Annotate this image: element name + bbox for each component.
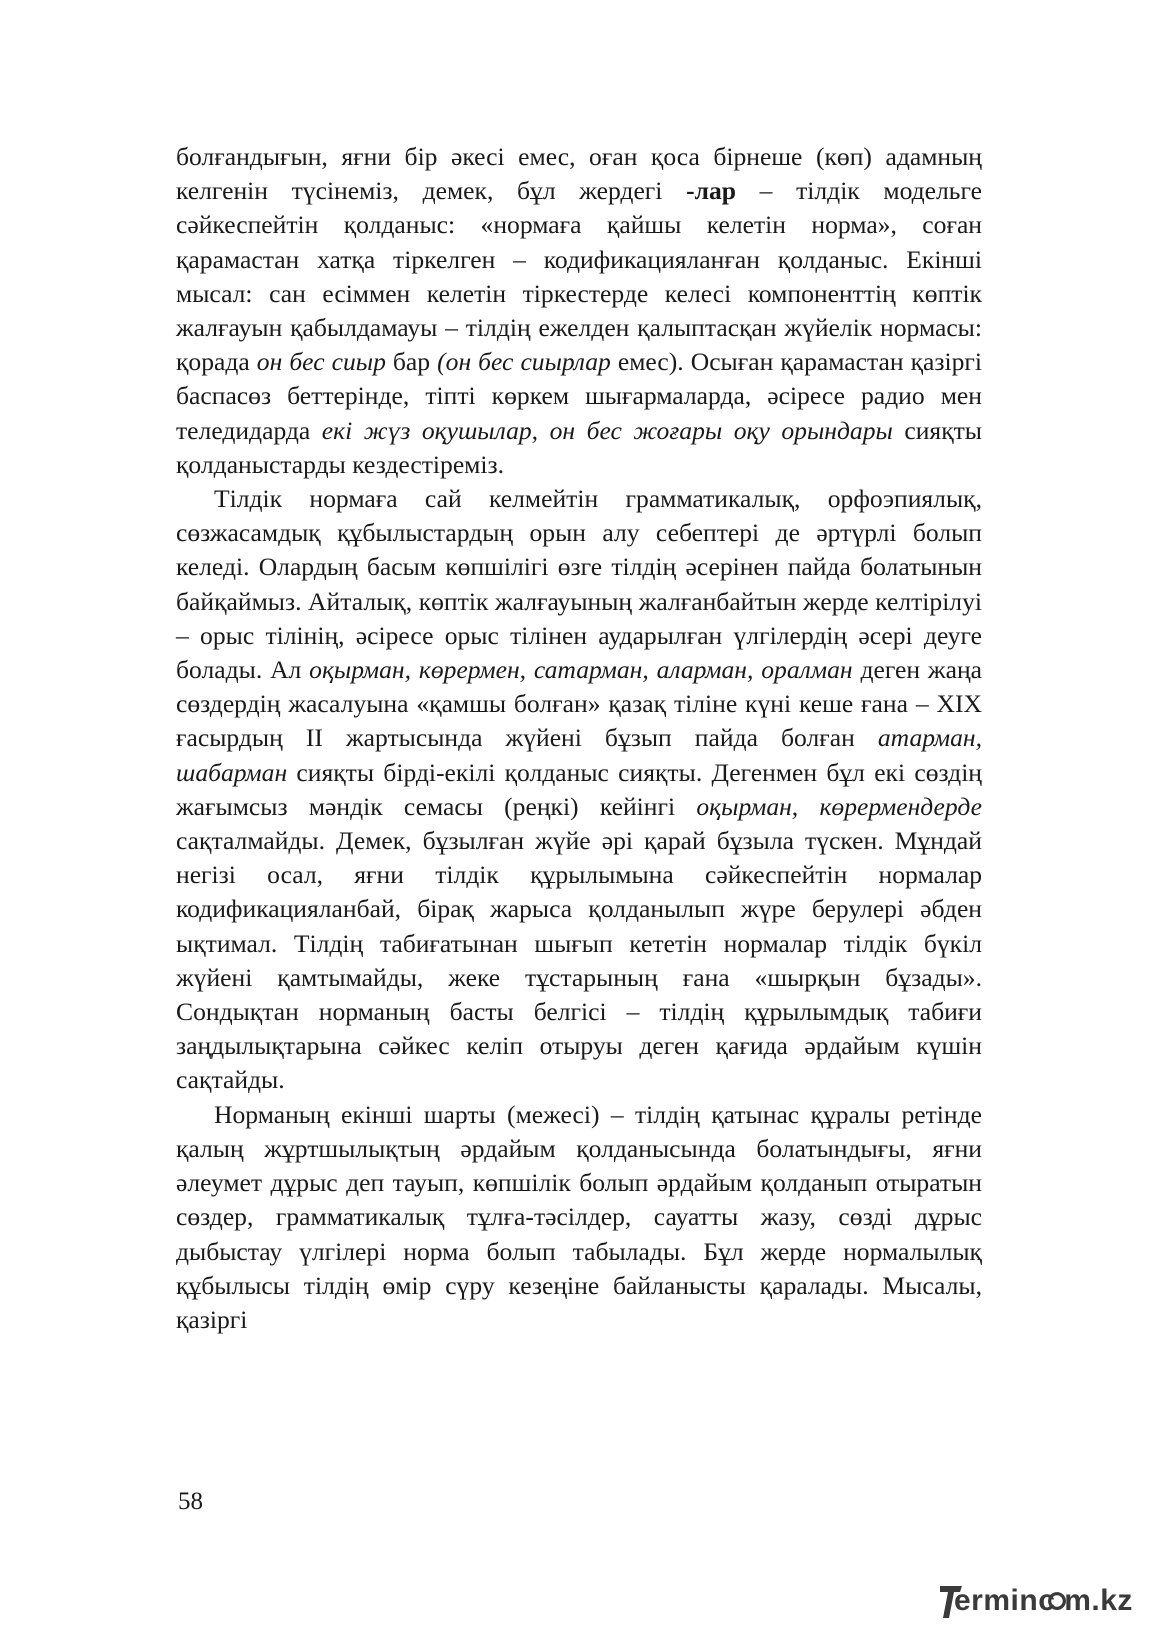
terminkom-logo — [940, 1580, 1140, 1624]
page-number: 58 — [178, 1488, 203, 1515]
paragraph — [176, 1098, 982, 1337]
italic-example: он бес сиыр — [256, 347, 386, 377]
italic-example: (он бес сиырлар — [437, 347, 611, 377]
logo-text: erminc m.kz — [954, 1584, 1133, 1617]
body-text — [176, 140, 982, 1337]
text-run: сияқты бірді-екілі қолданыс сияқты. Дегенмен бұл екі сөздің жағымсыз мәндік семасы (реңкі) кейінгі — [176, 757, 982, 821]
italic-example: оқырман, көрермен, сатарман, аларман, оралман — [309, 655, 853, 685]
italic-example: оқырман, көрермендерде — [696, 791, 982, 821]
text-run: емес). Осыған қарамастан қазіргі баспасөз беттерінде, тіпті көркем шығармаларда, әсіресе радио мен теледидарда — [176, 347, 983, 445]
text-run: – тілдік модельге сәйкеспейтін қолданыс: «нормаға қайшы келетін норма», соған қарамастан хатқа тіркелген – кодификацияланған қолданыс. Екінші мысал: сан есіммен келетін тіркестерде келесі компоненттің көптік жалғауын қабылдамауы – тілдің ежелден қалыптасқан жүйелік нормасы: қорада — [176, 176, 982, 377]
bold-term: -лар — [686, 176, 736, 206]
paragraph — [176, 482, 982, 1098]
text-run: деген жаңа сөздердің жасалуына «қамшы болған» қазақ тіліне күні кеше ғана – XIX ғасырдың II жартысында жүйені бұзып пайда болған — [176, 655, 982, 753]
text-run: болғандығын, яғни бір әкесі емес, оған қоса бірнеше (көп) адамның келгенін түсінеміз, демек, бұл жердегі — [176, 142, 982, 206]
text-run: бар — [385, 347, 438, 377]
text-run: Норманың екінші шарты (межесі) – тілдің қатынас құралы ретінде қалың жұртшылықтың әрдайым қолданысында болатындығы, яғни әлеумет дұрыс деп тауып, көпшілік болып әрдайым қолданып отыратын сөздер, грамматикалық тұлға-тәсілдер, сауатты жазу, сөзді дұрыс дыбыстау үлгілері норма болып табылады. Бұл жерде нормалылық құбылысы тілдің өмір сүру кезеңіне байланысты қаралады. Мысалы, қазіргі — [176, 1099, 982, 1334]
paragraph — [176, 140, 982, 482]
text-run: сақталмайды. Демек, бұзылған жүйе әрі қарай бұзыла түскен. Мұндай негізі осал, яғни тілдік құрылымына сәйкеспейтін нормалар кодификацияланбай, бірақ жарыса қолданылып жүре берулері әбден ықтимал. Тілдің табиғатынан шығып кететін нормалар тілдік бүкіл жүйені қамтымайды, жеке тұстарының ғана «шырқын бұзады». Сондықтан норманың басты белгісі – тілдің құрылымдық табиғи заңдылықтарына сәйкес келіп отыруы деген қағида әрдайым күшін сақтайды. — [176, 826, 982, 1095]
text-run: сияқты қолданыстарды кездестіреміз. — [176, 415, 983, 479]
italic-example: атарман, шабарман — [176, 723, 982, 787]
text-run: Тілдік нормаға сай келмейтін грамматикалық, орфоэпиялық, сөзжасамдық құбылыстардың орын алу себептері де әртүрлі болып келеді. Олардың басым көпшілігі өзге тілдің әсерінен пайда болатынын байқаймыз. Айталық, көптік жалғауының жалғанбайтын жерде келтірілуі – орыс тілінің, әсіресе орыс тілінен аударылған үлгілердің әсері деуге болады. Ал — [176, 484, 982, 685]
italic-example: екі жүз оқушылар, он бес жоғары оқу орындары — [321, 415, 893, 445]
